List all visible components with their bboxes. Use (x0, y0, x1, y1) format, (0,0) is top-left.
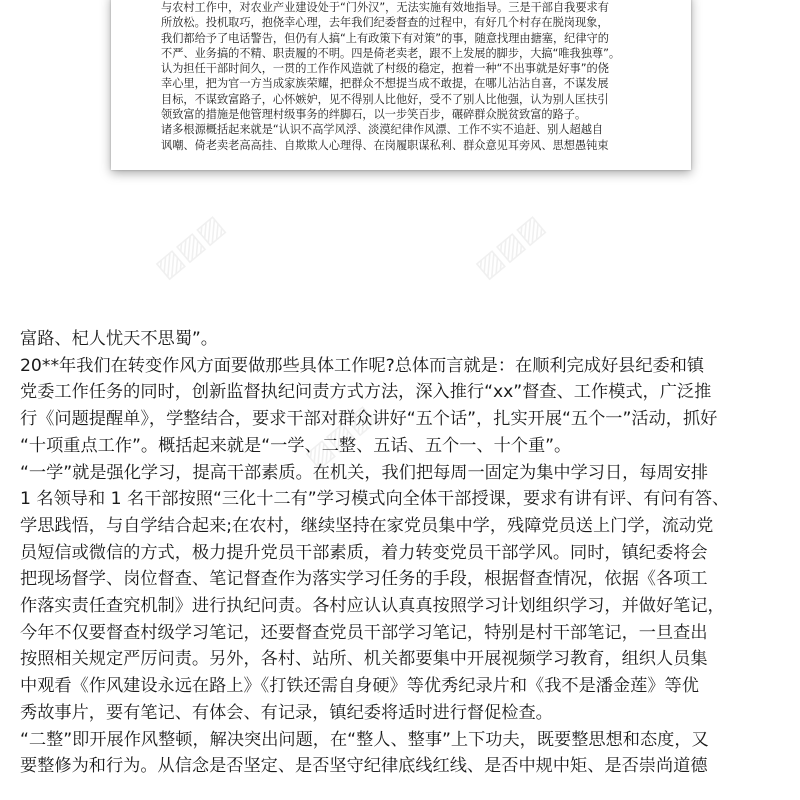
paragraph-line: 行《问题提醒单》，学整结合，要求干部对群众讲好“五个话”，扎实开展“五个一”活动，抓好 (20, 409, 718, 430)
paragraph-line: 学思践悟，与自学结合起来;在农村，继续坚持在家党员集中学，残障党员送上门学，流动党 (20, 515, 714, 536)
watermark-mark: ▨▨▨ (468, 208, 551, 285)
paragraph-line: 要整修为和行为。从信念是否坚定、是否坚守纪律底线红线、是否中规中矩、是否崇尚道德 (20, 756, 708, 777)
paragraph-line: “十项重点工作”。概括起来就是“一学、二整、五话、五个一、十个重”。 (20, 435, 572, 456)
preview-line: 我们都给予了电话警告，但仍有人搞“上有政策下有对策”的事，随意找理由搪塞，纪律守的 (161, 31, 609, 45)
preview-line: 目标，不谋致富路子，心怀嫉妒，见不得别人比他好，受不了别人比他强，认为别人匡扶引 (161, 92, 609, 106)
document-body (20, 326, 780, 780)
paragraph-line: 秀故事片，要有笔记、有体会、有记录，镇纪委将适时进行督促检查。 (20, 702, 553, 723)
watermark-mark: ▨▨▨ (298, 398, 381, 475)
paragraph-line: 员短信或微信的方式，极力提升党员干部素质，着力转变党员干部学风。同时，镇纪委将会 (20, 542, 708, 563)
preview-line: 领致富的措施是他管理村级事务的绊脚石，以一步笑百步，碾碎群众脱贫致富的路子。 (161, 108, 587, 122)
preview-line: 讽嘲、倚老卖老高高挂、自欺欺人心理得、在岗履职谋私利、群众意见耳旁风、思想愚钝束 (161, 138, 609, 152)
paragraph-line: 党委工作任务的同时，创新监督执纪问责方式方法，深入推行“xx”督查、工作模式，广泛推 (20, 382, 712, 403)
preview-line: 诸多根源概括起来就是“认识不高学风浮、淡漠纪律作风漂、工作不实不追赶、别人超越自 (161, 123, 604, 137)
card-bottom-fade (111, 160, 691, 170)
paragraph-line: 今年不仅要督查村级学习笔记，还要督查党员干部学习笔记，特别是村干部笔记，一旦查出 (20, 622, 708, 643)
paragraph-line: 把现场督学、岗位督查、笔记督查作为落实学习任务的手段，根据督查情况，依据《各项工 (20, 569, 708, 590)
paragraph-line: “一学”就是强化学习，提高干部素质。在机关，我们把每周一固定为集中学习日，每周安排 (20, 462, 709, 483)
preview-line: 认为担任干部时间久，一贯的工作作风造就了村级的稳定，抱着一种“不出事就是好事”的侥 (161, 62, 609, 76)
paragraph-line: 按照相关规定严厉问责。另外，各村、站所、机关都要集中开展视频学习教育，组织人员集 (20, 649, 708, 670)
preview-line: 与农村工作中，对农业产业建设处于“门外汉”，无法实施有效地指导。三是干部自我要求有 (161, 1, 609, 14)
paragraph-line: 富路、杞人忧天不思蜀”。 (20, 329, 218, 349)
document-preview-card (111, 0, 691, 170)
paragraph-line: “二整”即开展作风整顿，解决突出问题，在“整人、整事”上下功夫，既要整思想和态度，又 (20, 729, 709, 750)
paragraph-line: 20**年我们在转变作风方面要做那些具体工作呢?总体而言就是：在顺利完成好县纪委和镇 (20, 355, 705, 376)
paragraph-line: 1 名领导和 1 名干部按照“三化十二有”学习模式向全体干部授课，要求有讲有评、有问有答、 (20, 489, 730, 510)
paragraph-line: 作落实责任查究机制》进行执纪问责。各村应认认真真按照学习计划组织学习，并做好笔记， (20, 596, 725, 617)
paragraph-line: 中观看《作风建设永远在路上》《打铁还需自身硬》等优秀纪录片和《我不是潘金莲》等优 (20, 676, 699, 697)
watermark-mark: ▨▨▨ (148, 208, 231, 285)
preview-line: 所放松。投机取巧，抱侥幸心理，去年我们纪委督查的过程中，有好几个村存在脱岗现象， (161, 16, 609, 30)
preview-text-block (161, 0, 681, 153)
preview-line: 不严、业务搞的不精、职责履的不明。四是倚老卖老，跟不上发展的脚步，大搞“唯我独尊”。 (161, 46, 621, 60)
preview-line: 幸心里，把为官一方当成家族荣耀，把群众不想提当成不敢提，在哪儿沾沾自喜，不谋发展 (161, 77, 609, 91)
